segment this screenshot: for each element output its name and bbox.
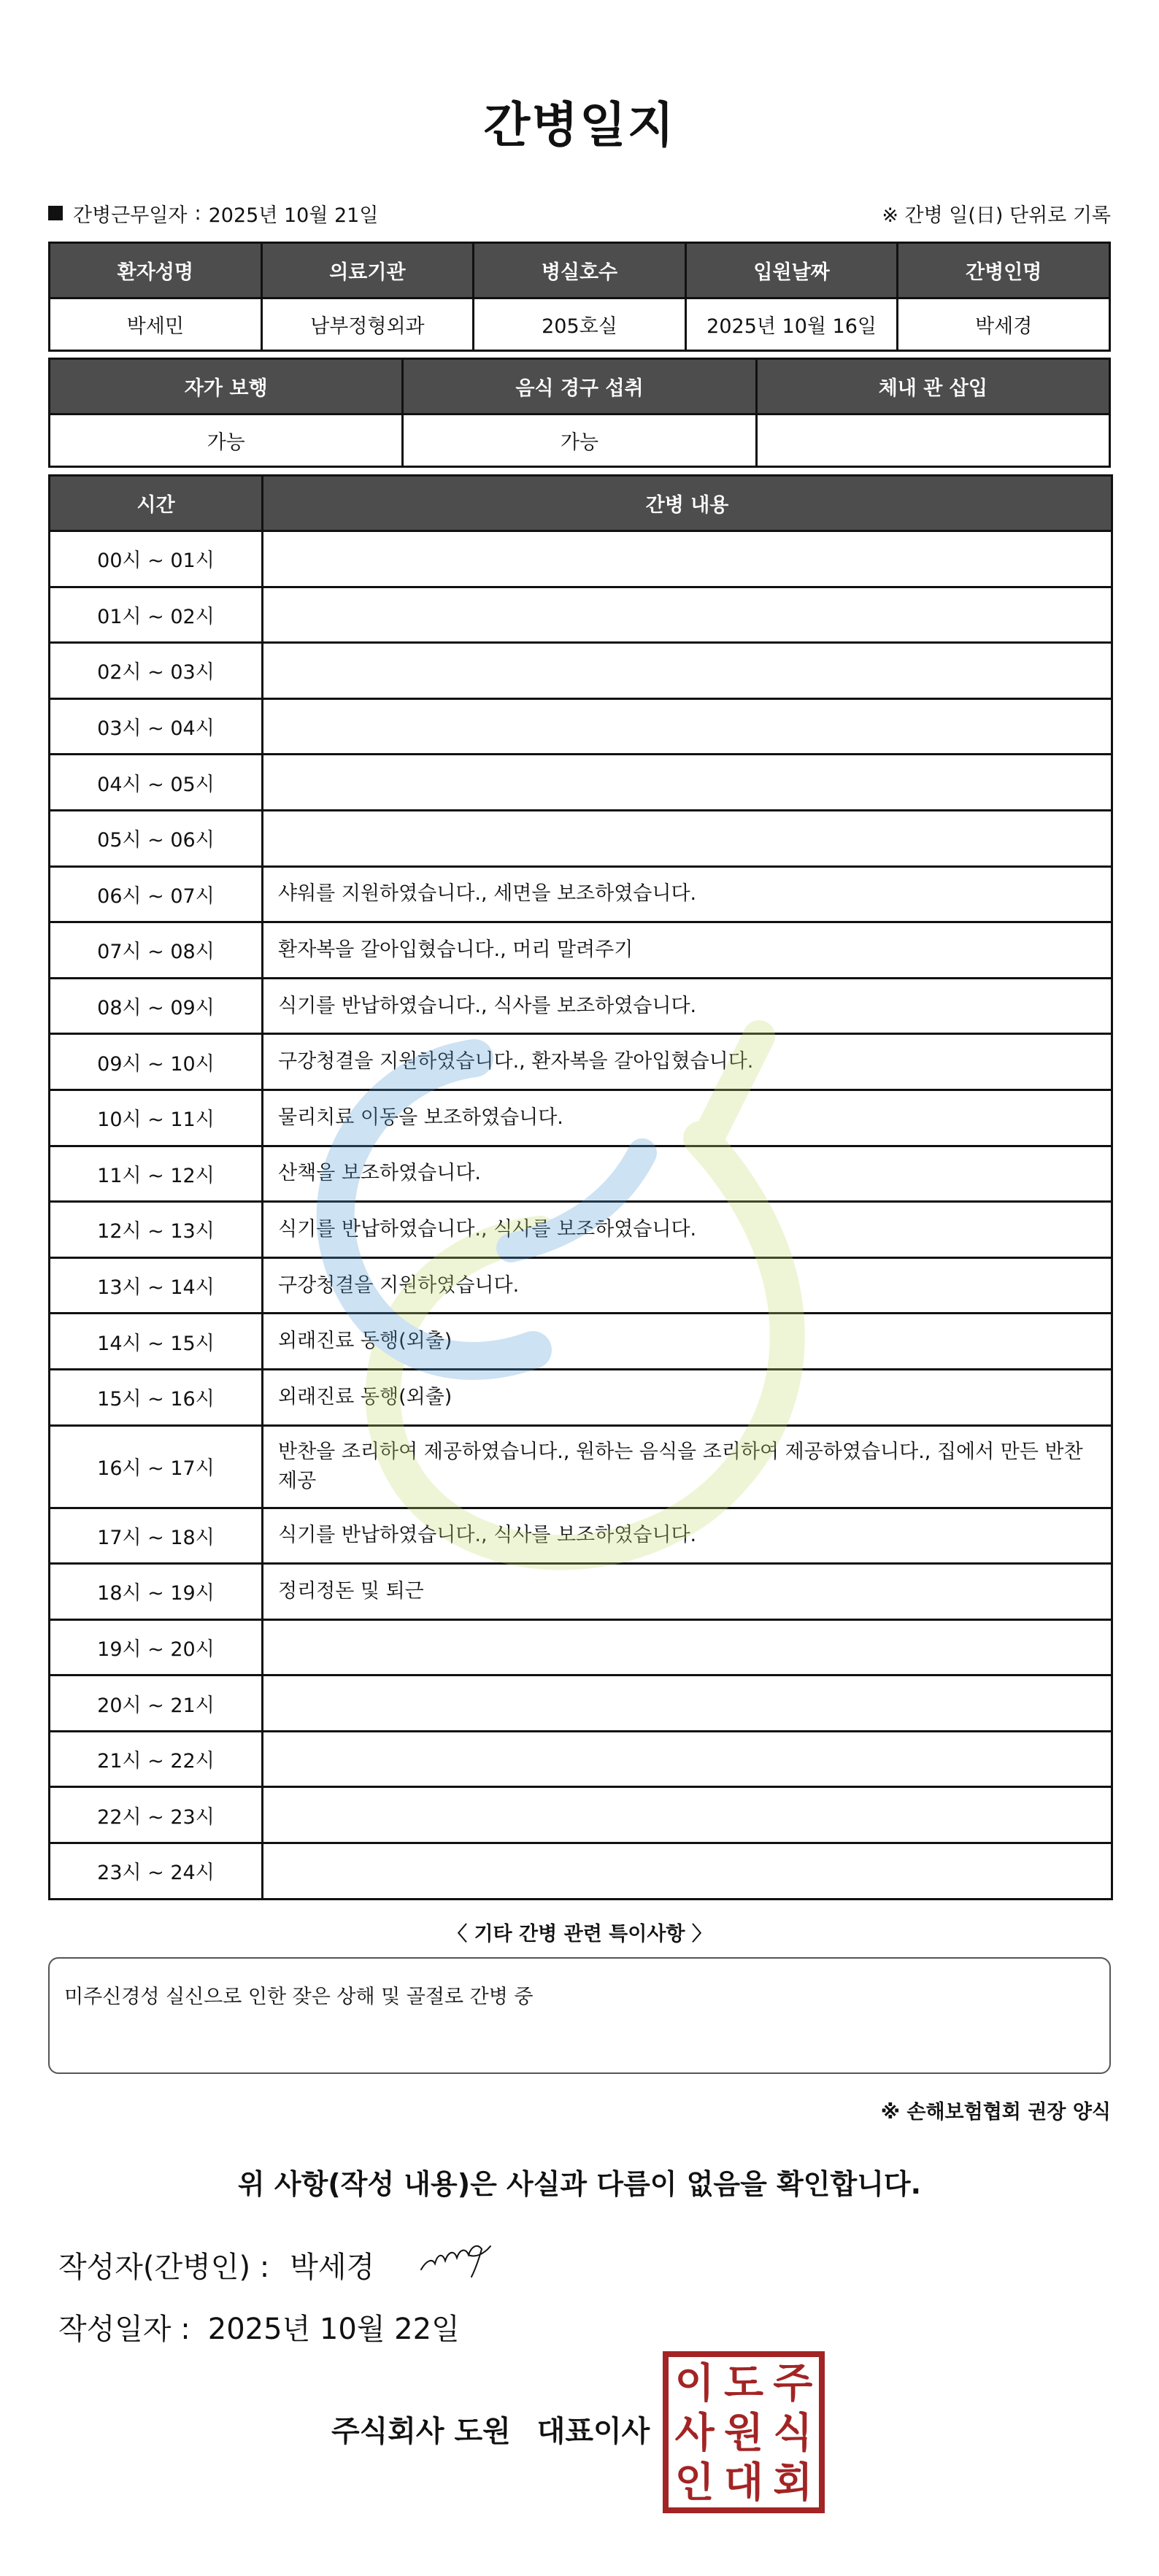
care-log-row: [50, 1619, 1112, 1675]
care-log-row: [50, 1425, 1112, 1508]
care-log-time: 20시 ~ 21시: [50, 1675, 263, 1732]
care-log-time: 13시 ~ 14시: [50, 1257, 263, 1314]
header-self-walking: 자가 보행: [50, 359, 403, 414]
value-self-walking: 가능: [50, 414, 403, 467]
care-log-content: 정리정돈 및 퇴근: [263, 1564, 1112, 1620]
care-log-time: 14시 ~ 15시: [50, 1314, 263, 1370]
care-log-row: [50, 1843, 1112, 1900]
patient-info-value-row: [50, 298, 1110, 351]
care-log-time: 19시 ~ 20시: [50, 1619, 263, 1675]
patient-info-table: [48, 242, 1111, 352]
seal-glyph: 이: [674, 2359, 715, 2407]
seal-glyph: 주: [773, 2359, 813, 2407]
handwritten-signature: [417, 2233, 498, 2284]
company-title: 대표이사: [536, 2415, 650, 2448]
care-log-content: 샤워를 지원하였습니다., 세면을 보조하였습니다.: [263, 866, 1112, 922]
company-seal-stamp: [663, 2351, 825, 2513]
care-log-row: [50, 755, 1112, 811]
care-log-time: 08시 ~ 09시: [50, 978, 263, 1034]
care-log-row: [50, 1257, 1112, 1314]
care-log-time: 09시 ~ 10시: [50, 1034, 263, 1090]
care-log-time: 11시 ~ 12시: [50, 1146, 263, 1202]
care-log-time: 12시 ~ 13시: [50, 1202, 263, 1258]
value-caregiver-name: 박세경: [898, 298, 1110, 351]
seal-glyph: 도: [723, 2359, 764, 2407]
care-log-row: [50, 1787, 1112, 1843]
value-room: 205호실: [474, 298, 686, 351]
work-date-label: 간병근무일자: [73, 204, 188, 227]
recommend-note: ※ 손해보험협회 권장 양식: [880, 2101, 1111, 2124]
care-log-content: 환자복을 갈아입혔습니다., 머리 말려주기: [263, 922, 1112, 979]
care-log-time: 01시 ~ 02시: [50, 587, 263, 643]
care-log-row: [50, 643, 1112, 699]
document-title: 간병일지: [483, 97, 676, 153]
care-log-table: [48, 474, 1113, 1900]
care-log-time: 02시 ~ 03시: [50, 643, 263, 699]
care-log-body: [50, 531, 1112, 1900]
header-care-content: 간병 내용: [263, 476, 1112, 531]
seal-glyph: 회: [773, 2459, 813, 2507]
care-log-row: [50, 1369, 1112, 1425]
care-log-row: [50, 1731, 1112, 1787]
header-time: 시간: [50, 476, 263, 531]
care-log-content: 반찬을 조리하여 제공하였습니다., 원하는 음식을 조리하여 제공하였습니다., 집에서 만든 반찬 제공: [263, 1425, 1112, 1508]
value-admission-date: 2025년 10월 16일: [685, 298, 898, 351]
confirmation-statement: 위 사항(작성 내용)은 사실과 다름이 없음을 확인합니다.: [237, 2168, 922, 2200]
care-log-row: [50, 1675, 1112, 1732]
writer-line: [58, 2244, 374, 2286]
header-admission-date: 입원날짜: [685, 243, 898, 298]
care-log-content: [263, 1675, 1112, 1732]
care-log-content: 외래진료 동행(외출): [263, 1369, 1112, 1425]
care-log-row: [50, 1034, 1112, 1090]
unit-note: ※ 간병 일(日) 단위로 기록: [882, 204, 1111, 227]
seal-glyph: 대: [723, 2459, 764, 2507]
care-log-time: 23시 ~ 24시: [50, 1843, 263, 1900]
care-log-content: [263, 1843, 1112, 1900]
seal-glyph: 사: [674, 2409, 715, 2457]
care-log-content: [263, 643, 1112, 699]
care-log-content: [263, 1619, 1112, 1675]
care-log-row: [50, 922, 1112, 979]
care-log-content: 식기를 반납하였습니다., 식사를 보조하였습니다.: [263, 1202, 1112, 1258]
company-name: 주식회사 도원: [331, 2415, 511, 2448]
work-date-value: 2025년 10월 21일: [208, 204, 379, 227]
care-log-row: [50, 810, 1112, 866]
writer-label: 작성자(간병인) :: [58, 2251, 270, 2284]
care-log-content: 식기를 반납하였습니다., 식사를 보조하였습니다.: [263, 978, 1112, 1034]
care-log-time: 22시 ~ 23시: [50, 1787, 263, 1843]
header-oral-intake: 음식 경구 섭취: [403, 359, 756, 414]
care-log-content: [263, 1787, 1112, 1843]
patient-info-header-row: [50, 243, 1110, 298]
care-log-time: 00시 ~ 01시: [50, 531, 263, 587]
care-log-header-row: [50, 476, 1112, 531]
value-oral-intake: 가능: [403, 414, 756, 467]
care-log-time: 06시 ~ 07시: [50, 866, 263, 922]
care-log-content: [263, 698, 1112, 755]
care-log-content: 구강청결을 지원하였습니다., 환자복을 갈아입혔습니다.: [263, 1034, 1112, 1090]
abilities-header-row: [50, 359, 1110, 414]
care-log-row: [50, 1508, 1112, 1564]
care-log-row: [50, 866, 1112, 922]
care-log-row: [50, 531, 1112, 587]
abilities-table: [48, 358, 1111, 468]
write-date-label: 작성일자 :: [58, 2313, 190, 2346]
seal-glyph: 식: [773, 2409, 813, 2457]
care-log-content: 물리치료 이동을 보조하였습니다.: [263, 1090, 1112, 1146]
care-log-time: 16시 ~ 17시: [50, 1425, 263, 1508]
header-patient-name: 환자성명: [50, 243, 262, 298]
company-line: [331, 2408, 650, 2450]
care-log-row: [50, 587, 1112, 643]
work-date: [48, 199, 378, 228]
special-notes-box: [48, 1957, 1111, 2074]
abilities-value-row: [50, 414, 1110, 467]
square-bullet-icon: [48, 206, 63, 220]
work-date-separator: :: [194, 201, 201, 225]
care-log-content: 구강청결을 지원하였습니다.: [263, 1257, 1112, 1314]
header-hospital: 의료기관: [261, 243, 474, 298]
care-log-row: [50, 698, 1112, 755]
care-log-content: 외래진료 동행(외출): [263, 1314, 1112, 1370]
write-date-value: 2025년 10월 22일: [207, 2313, 460, 2346]
care-log-time: 21시 ~ 22시: [50, 1731, 263, 1787]
header-caregiver-name: 간병인명: [898, 243, 1110, 298]
care-log-row: [50, 1202, 1112, 1258]
value-hospital: 남부정형외과: [261, 298, 474, 351]
header-tube-insertion: 체내 관 삽입: [756, 359, 1109, 414]
seal-glyph: 원: [723, 2409, 764, 2457]
care-log-time: 05시 ~ 06시: [50, 810, 263, 866]
care-log-time: 04시 ~ 05시: [50, 755, 263, 811]
care-log-content: [263, 587, 1112, 643]
care-log-row: [50, 978, 1112, 1034]
special-notes-text: 미주신경성 실신으로 인한 잦은 상해 및 골절로 간병 중: [64, 1986, 534, 2008]
care-log-time: 10시 ~ 11시: [50, 1090, 263, 1146]
header-room: 병실호수: [474, 243, 686, 298]
care-log-content: [263, 1731, 1112, 1787]
care-log-content: 산책을 보조하였습니다.: [263, 1146, 1112, 1202]
value-patient-name: 박세민: [50, 298, 262, 351]
care-log-time: 18시 ~ 19시: [50, 1564, 263, 1620]
care-log-content: [263, 755, 1112, 811]
special-notes-heading: 〈 기타 간병 관련 특이사항 〉: [447, 1923, 712, 1946]
meta-row: [48, 197, 1111, 229]
care-log-time: 03시 ~ 04시: [50, 698, 263, 755]
care-log-row: [50, 1146, 1112, 1202]
care-log-row: [50, 1090, 1112, 1146]
write-date-line: [58, 2306, 460, 2348]
care-log-time: 07시 ~ 08시: [50, 922, 263, 979]
writer-name: 박세경: [290, 2251, 375, 2284]
care-log-row: [50, 1314, 1112, 1370]
care-log-row: [50, 1564, 1112, 1620]
care-log-content: 식기를 반납하였습니다., 식사를 보조하였습니다.: [263, 1508, 1112, 1564]
care-log-content: [263, 531, 1112, 587]
care-log-content: [263, 810, 1112, 866]
care-log-time: 17시 ~ 18시: [50, 1508, 263, 1564]
value-tube-insertion: [756, 414, 1109, 467]
care-log-time: 15시 ~ 16시: [50, 1369, 263, 1425]
seal-glyph: 인: [674, 2459, 715, 2507]
